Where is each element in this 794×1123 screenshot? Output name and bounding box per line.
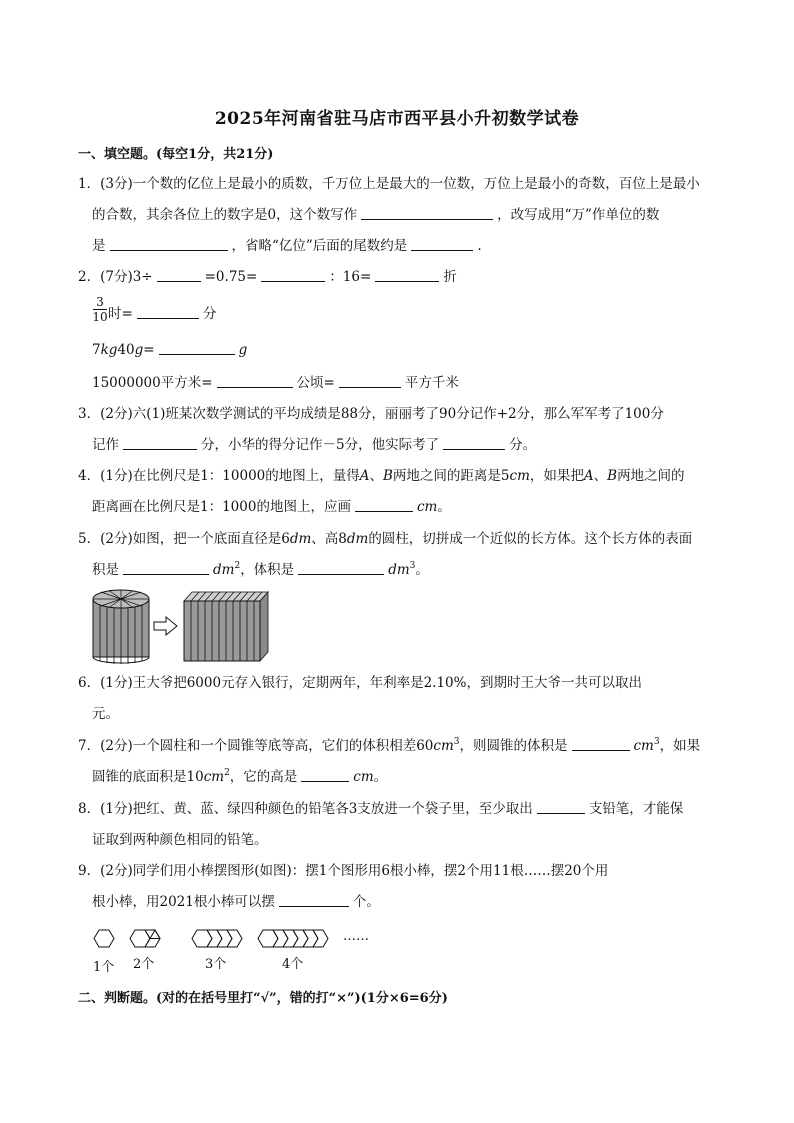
q4-line-1: 4．(1分)在比例尺是1：10000的地图上，量得A、B两地之间的距离是5cm，如果把A、B两地之间的 xyxy=(78,468,685,484)
hexagon-caption-3: 3个 xyxy=(205,957,227,972)
answer-blank[interactable] xyxy=(537,800,585,814)
q5-line-1: 5．(2分)如图，把一个底面直径是6dm、高8dm的圆柱，切拼成一个近似的长方体。这个长方体的表面 xyxy=(78,531,693,547)
q4-line-2: 距离画在比例尺是1：1000的地图上，应画 cm。 xyxy=(92,499,451,515)
ellipsis-text: …… xyxy=(343,929,369,944)
answer-blank[interactable] xyxy=(123,436,197,450)
answer-blank[interactable] xyxy=(159,341,235,355)
answer-blank[interactable] xyxy=(572,737,630,751)
hexagon-caption-4: 4个 xyxy=(282,957,304,972)
q3-line-1: 3．(2分)六(1)班某次数学测试的平均成绩是88分，丽丽考了90分记作+2分，那么军军考了100分 xyxy=(78,406,664,422)
answer-blank[interactable] xyxy=(261,268,325,282)
answer-blank[interactable] xyxy=(217,374,293,388)
page-title: 2025年河南省驻马店市西平县小升初数学试卷 xyxy=(214,109,580,129)
q1-line-2: 的合数，其余各位上的数字是0，这个数写作 ，改写成用“万”作单位的数 xyxy=(92,207,660,223)
answer-blank[interactable] xyxy=(110,237,228,251)
q1-line-1: 1．(3分)一个数的亿位上是最小的质数，千万位上是最大的一位数，万位上是最小的奇数，百位上是最小 xyxy=(78,176,700,192)
answer-blank[interactable] xyxy=(375,268,439,282)
q2-line-2: 时= 分 xyxy=(108,306,217,322)
answer-blank[interactable] xyxy=(301,768,349,782)
q5-line-2: 积是 $dm^2$，体积是 $dm^3$。 xyxy=(92,561,429,578)
answer-blank[interactable] xyxy=(339,374,401,388)
q9-line-2: 根小棒，用2021根小棒可以摆 个。 xyxy=(92,894,380,910)
q6-line-1: 6．(1分)王大爷把6000元存入银行，定期两年，年利率是2.10%，到期时王大爷一共可以取出 xyxy=(78,675,642,691)
q8-line-2: 证取到两种颜色相同的铅笔。 xyxy=(92,832,268,848)
hexagon-group-2 xyxy=(130,930,160,947)
hexagon-pattern-figure xyxy=(94,929,384,951)
answer-blank[interactable] xyxy=(443,436,505,450)
answer-blank[interactable] xyxy=(157,268,201,282)
arrow-icon xyxy=(154,617,177,635)
q7-line-2: 圆锥的底面积是$10cm^2$，它的高是 cm。 xyxy=(92,768,388,785)
fraction-3-10: 3 10 xyxy=(92,295,108,324)
hexagon-group-4 xyxy=(258,930,328,947)
answer-blank[interactable] xyxy=(355,498,413,512)
answer-blank[interactable] xyxy=(361,206,493,220)
hexagon-caption-1: 1个 xyxy=(93,960,115,975)
answer-blank[interactable] xyxy=(137,305,199,319)
answer-blank[interactable] xyxy=(279,893,349,907)
q2-line-3: 7kg40g= g xyxy=(92,342,248,358)
hexagon-group-3 xyxy=(192,930,242,947)
cuboid-figure xyxy=(184,592,268,661)
q8-line-1: 8．(1分)把红、黄、蓝、绿四种颜色的铅笔各3支放进一个袋子里，至少取出 支铅笔，才能保 xyxy=(78,801,684,817)
cylinder-to-cuboid-figure xyxy=(92,588,272,664)
section-2-heading: 二、判断题。(对的在括号里打“√”，错的打“×”)(1分×6=6分) xyxy=(78,991,448,1006)
answer-blank[interactable] xyxy=(123,561,209,575)
q9-line-1: 9．(2分)同学们用小棒摆图形(如图)：摆1个图形用6根小棒，摆2个用11根……摆20个用 xyxy=(78,863,609,879)
q6-line-2: 元。 xyxy=(92,706,119,722)
cylinder-figure xyxy=(93,590,149,664)
answer-blank[interactable] xyxy=(411,237,473,251)
q2-line-4: 15000000平方米= 公顷= 平方千米 xyxy=(92,375,459,391)
q7-line-1: 7．(2分)一个圆柱和一个圆锥等底等高，它们的体积相差$60cm^3$，则圆锥的体积是 $cm^3$，如果 xyxy=(78,737,701,754)
hexagon-group-1 xyxy=(94,930,114,947)
section-1-heading: 一、填空题。(每空1分，共21分) xyxy=(78,147,274,162)
q1-line-3: 是 ，省略“亿位”后面的尾数约是 . xyxy=(92,238,482,254)
q3-line-2: 记作 分，小华的得分记作－5分，他实际考了 分。 xyxy=(92,437,537,453)
hexagon-caption-2: 2个 xyxy=(133,957,155,972)
answer-blank[interactable] xyxy=(298,561,384,575)
q2-line-1: 2．(7分)3÷ =0.75= ：16= 折 xyxy=(78,269,457,285)
